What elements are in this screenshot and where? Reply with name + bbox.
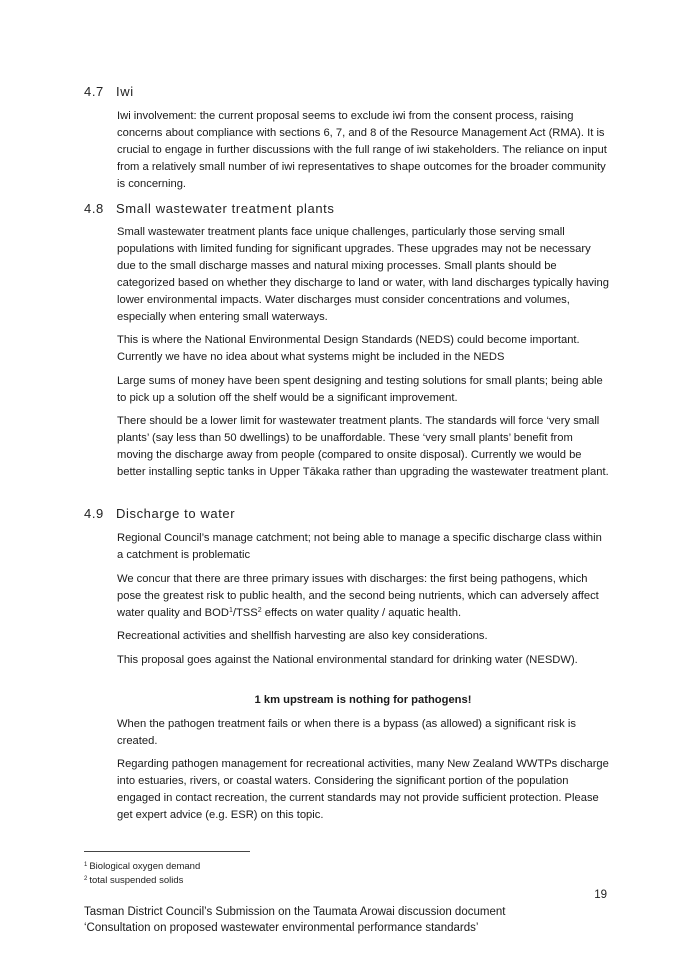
section-heading-iwi [84,84,134,99]
paragraph: Iwi involvement: the current proposal seems to exclude iwi from the consent process, raising concerns about compliance with sections 6, 7, and 8 of the Resource Management Act (RMA). It is crucial to engage in further discussions with the full range of iwi stakeholders. The reliance on input from a relatively small number of iwi representatives to shape outcomes for the broader community is concerning. [117,110,607,190]
paragraph: Recreational activities and shellfish harvesting are also key considerations. [117,630,488,642]
section-heading-discharge [84,506,235,521]
section-title: Iwi [116,84,134,99]
footnote-marker: 2 [84,876,88,882]
paragraph: Large sums of money have been spent designing and testing solutions for small plants; being able to pick up a solution off the shelf would be a significant improvement. [117,375,603,404]
paragraph: This proposal goes against the National environmental standard for drinking water (NESDW). [117,654,578,666]
paragraph: Small wastewater treatment plants face unique challenges, particularly those serving small populations with limited funding for significant upgrades. These upgrades may not be necessary due to the small discharge masses and natural mixing processes. Small plants should be categorized based on whether they discharge to land or water, with land discharges typically having lower environmental impacts. Water discharges must consider concentrations and volumes, especially when entering small waterways. [117,226,609,323]
paragraph: When the pathogen treatment fails or when there is a bypass (as allowed) a significant risk is created. [117,718,576,747]
section-title: Discharge to water [116,506,236,521]
section-heading-small-plants [84,201,335,216]
section-number: 4.7 [84,84,104,99]
paragraph-with-footnote-refs: We concur that there are three primary issues with discharges: the first being pathogens, which pose the greatest risk to public health, and the second being nutrients, which can adversely affect water quality and BOD$^1$/TSS$^2$ effects on water quality / aquatic health. [117,573,599,619]
section-title: Small wastewater treatment plants [116,201,335,216]
footnote-ref[interactable]: 1 [228,607,233,614]
emphasis-statement: 1 km upstream is nothing for pathogens! [254,694,472,706]
paragraph: Regional Council’s manage catchment; not being able to manage a specific discharge class within a catchment is problematic [117,532,602,561]
footer-line: ‘Consultation on proposed wastewater environmental performance standards’ [84,922,479,934]
section-number: 4.9 [84,506,104,521]
paragraph: There should be a lower limit for wastewater treatment plants. The standards will force ‘very small plants’ (say less than 50 dwellings) to be unaffordable. These ‘very small plants’ benefit from moving the discharge away from people (compared to onsite disposal). Currently we would be better installing septic tanks in Upper Tākaka rather than upgrading the wastewater treatment plant. [117,415,609,478]
page-number: 19 [594,889,607,901]
footnote-divider [84,851,250,852]
footer-line: Tasman District Council’s Submission on the Taumata Arowai discussion document [84,906,506,918]
paragraph: Regarding pathogen management for recreational activities, many New Zealand WWTPs discharge into estuaries, rivers, or coastal waters. Considering the significant portion of the population engaged in contact recreation, the current standards may not provide sufficient protection. Please get expert advice (e.g. ESR) on this topic. [117,758,609,821]
footnote-marker: 1 [84,862,88,868]
section-number: 4.8 [84,201,104,216]
footnote: $^1$ Biological oxygen demand [84,861,201,872]
footnote-ref[interactable]: 2 [257,607,262,614]
footnote: $^2$ total suspended solids [84,875,184,886]
paragraph: This is where the National Environmental Design Standards (NEDS) could become important. Currently we have no idea about what systems might be included in the NEDS [117,334,580,363]
